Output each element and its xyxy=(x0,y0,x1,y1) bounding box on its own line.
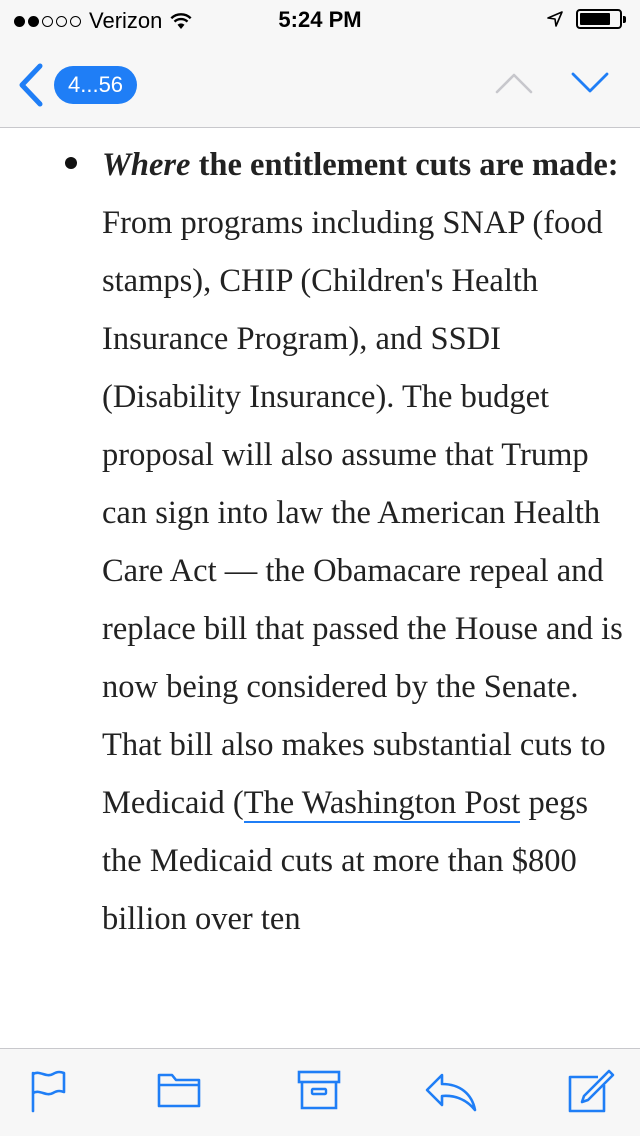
email-body xyxy=(0,128,640,1018)
reply-icon[interactable] xyxy=(424,1069,478,1113)
bullet-point-icon xyxy=(65,157,77,169)
status-time: 5:24 PM xyxy=(278,7,362,32)
next-message-icon[interactable] xyxy=(570,70,610,96)
carrier-name: Verizon xyxy=(89,8,163,33)
lead-bold: the entitlement cuts are made: xyxy=(190,147,619,183)
battery-icon xyxy=(576,9,622,29)
back-chevron-icon[interactable] xyxy=(16,62,44,108)
previous-message-icon[interactable] xyxy=(494,70,534,96)
washington-post-link[interactable]: The Washington Post xyxy=(243,785,521,821)
article-paragraph xyxy=(102,136,627,948)
paragraph-text-continued: pegs the Medicaid cuts at more than $800 billion over ten xyxy=(102,785,589,937)
bottom-toolbar xyxy=(0,1048,640,1136)
navigation-bar xyxy=(0,40,640,128)
paragraph-text: From programs including SNAP (food stamps), CHIP (Children's Health Insurance Program), and SSDI (Disability Insurance). The budget proposal will also assume that Trump can sign into law the American Health Care Act — the Obamacare repeal and replace bill that passed the House and is now being considered by the Senate. That bill also makes substantial cuts to Medicaid ( xyxy=(102,205,623,821)
compose-icon[interactable] xyxy=(566,1069,616,1115)
lead-italic: Where xyxy=(102,147,191,183)
message-counter-button[interactable]: 4...56 xyxy=(54,66,137,104)
status-bar xyxy=(0,0,640,40)
location-arrow-icon xyxy=(546,10,564,28)
archive-icon[interactable] xyxy=(296,1069,342,1111)
folder-icon[interactable] xyxy=(156,1069,202,1109)
flag-icon[interactable] xyxy=(28,1069,68,1113)
